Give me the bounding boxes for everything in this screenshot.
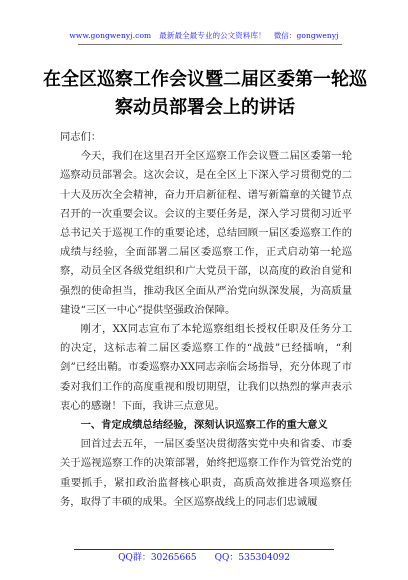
header-site-link[interactable]: www.gongwenyj.com [69, 31, 152, 40]
section-paragraph: 回首过去五年，一届区委坚决贯彻落实党中央和省委、市委关于巡视巡察工作的决策部署，始终把巡察工作作为管党治党的重要抓手，紧扣政治监督核心职责，高质高效推进各项巡察任务，取得了丰硕的成果。全区巡察战线上的同志们忠诚履 [60, 438, 352, 508]
salutation: 同志们： [60, 131, 102, 143]
page-header [0, 30, 408, 41]
header-wechat: 微信：gongwenyj [273, 31, 339, 40]
header-slogan: 最新最全最专业的公文资料库！ [159, 31, 266, 40]
footer-qq: QQ：535304092 [214, 553, 290, 563]
page-footer [0, 550, 408, 563]
footer-qq-group: QQ群：30265665 [118, 553, 197, 563]
document-body [60, 128, 352, 512]
body-paragraph-2: 刚才，XX同志宣布了本轮巡察组组长授权任职及任务分工的决定，这标志着二届区委巡察工作的“战鼓”已经擂响，“利剑”已经出鞘。市委巡察办XX同志亲临会场指导，充分体现了市委对我们工作的高度重视和殷切期望，让我们以热烈的掌声表示衷心的感谢！下面，我讲三点意见。 [60, 323, 352, 412]
body-paragraph-1: 今天，我们在这里召开全区巡察工作会议暨二届区委第一轮巡察动员部署会。这次会议，是在全区上下深入学习贯彻党的二十大及历次全会精神，奋力开启新征程、谱写新篇章的关键节点召开的一次重要会议。会议的主要任务是，深入学习贯彻习近平总书记关于巡视工作的重要论述，总结回顾一届区委巡察工作的成绩与经验，全面部署二届区委巡察工作，正式启动第一轮巡察，动员全区各级党组织和广大党员干部，以高度的政治自觉和强烈的使命担当，推动我区全面从严治党向纵深发展，为高质量建设“三区一中心”提供坚强政治保障。 [60, 150, 352, 316]
document-title: 在全区巡察工作会议暨二届区委第一轮巡察动员部署会上的讲话 [43, 69, 367, 118]
section-heading: 一、肯定成绩总结经验，深刻认识巡察工作的重大意义 [80, 419, 328, 432]
header-divider [78, 44, 342, 45]
